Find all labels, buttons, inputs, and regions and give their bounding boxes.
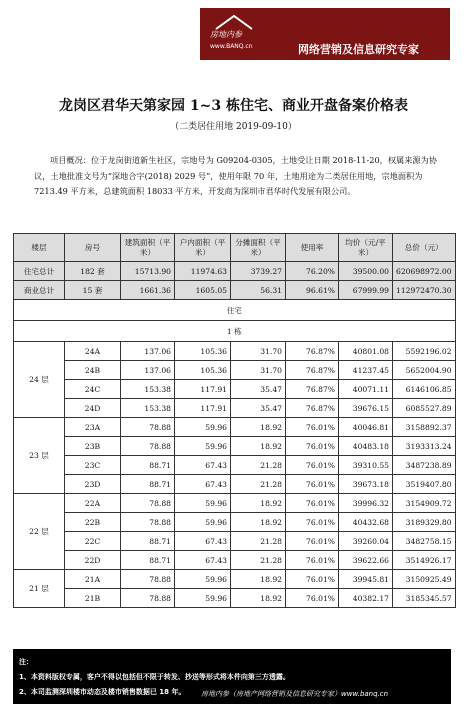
room-number: 23D <box>65 475 121 494</box>
room-number: 23B <box>65 437 121 456</box>
table-row <box>14 399 456 418</box>
footer-notes <box>13 649 451 704</box>
cell-shared: 31.70 <box>231 361 286 380</box>
table-row <box>14 551 456 570</box>
cell-inner: 67.43 <box>175 551 231 570</box>
banner-tagline: 网络营销及信息研究专家 <box>298 43 419 56</box>
cell-avg: 40046.81 <box>339 418 393 437</box>
col-header-shared-area: 分摊面积（平米） <box>231 234 286 262</box>
cell-inner: 105.36 <box>175 342 231 361</box>
cell-avg: 40432.68 <box>339 513 393 532</box>
room-number: 22B <box>65 513 121 532</box>
building-row <box>14 321 456 342</box>
cell-avg: 41237.45 <box>339 361 393 380</box>
cell-rate: 76.01% <box>286 532 339 551</box>
cell-rate: 76.01% <box>286 437 339 456</box>
cell-build: 137.06 <box>121 342 175 361</box>
summary-build: 15713.90 <box>121 262 175 281</box>
cell-build: 88.71 <box>121 456 175 475</box>
col-header-build-area: 建筑面积（平米） <box>121 234 175 262</box>
cell-total: 3519407.80 <box>393 475 456 494</box>
summary-row <box>14 281 456 300</box>
cell-rate: 76.01% <box>286 494 339 513</box>
cell-rate: 76.87% <box>286 399 339 418</box>
section-label: 住宅 <box>14 300 456 321</box>
cell-inner: 105.36 <box>175 361 231 380</box>
cell-inner: 59.96 <box>175 494 231 513</box>
col-header-usage-rate: 使用率 <box>286 234 339 262</box>
summary-count: 15 套 <box>65 281 121 300</box>
cell-build: 88.71 <box>121 475 175 494</box>
cell-shared: 35.47 <box>231 399 286 418</box>
floor-label: 23 层 <box>14 418 65 494</box>
cell-avg: 40483.18 <box>339 437 393 456</box>
cell-avg: 39260.04 <box>339 532 393 551</box>
cell-total: 3154909.72 <box>393 494 456 513</box>
summary-shared: 3739.27 <box>231 262 286 281</box>
cell-total: 6085527.89 <box>393 399 456 418</box>
section-row <box>14 300 456 321</box>
summary-rate: 96.61% <box>286 281 339 300</box>
summary-label: 住宅总计 <box>14 262 65 281</box>
cell-avg: 40382.17 <box>339 589 393 608</box>
cell-inner: 67.43 <box>175 532 231 551</box>
cell-rate: 76.01% <box>286 513 339 532</box>
floor-label: 24 层 <box>14 342 65 418</box>
cell-shared: 21.28 <box>231 532 286 551</box>
cell-build: 88.71 <box>121 551 175 570</box>
cell-rate: 76.01% <box>286 456 339 475</box>
cell-avg: 39310.55 <box>339 456 393 475</box>
cell-inner: 59.96 <box>175 437 231 456</box>
room-number: 24C <box>65 380 121 399</box>
cell-inner: 59.96 <box>175 513 231 532</box>
floor-label: 22 层 <box>14 494 65 570</box>
cell-shared: 35.47 <box>231 380 286 399</box>
cell-avg: 39945.81 <box>339 570 393 589</box>
col-header-total-price: 总价（元） <box>393 234 456 262</box>
footer-note-1: 1、本资料版权专属，客户不得以包括但不限于转发、抄送等形式将本件向第三方透露。 <box>19 673 290 681</box>
table-row <box>14 380 456 399</box>
summary-count: 182 套 <box>65 262 121 281</box>
summary-row <box>14 262 456 281</box>
cell-build: 78.88 <box>121 437 175 456</box>
cell-build: 137.06 <box>121 361 175 380</box>
page-title: 龙岗区君华天第家园 1~3 栋住宅、商业开盘备案价格表 <box>59 98 408 114</box>
room-number: 23A <box>65 418 121 437</box>
cell-build: 78.88 <box>121 513 175 532</box>
cell-shared: 21.28 <box>231 456 286 475</box>
footer-note-label: 注： <box>19 658 33 666</box>
building-label: 1 栋 <box>14 321 456 342</box>
col-header-floor: 楼层 <box>14 234 65 262</box>
cell-total: 3487238.89 <box>393 456 456 475</box>
summary-shared: 56.31 <box>231 281 286 300</box>
header-banner <box>200 8 450 60</box>
cell-build: 78.88 <box>121 589 175 608</box>
table-row <box>14 532 456 551</box>
room-number: 24B <box>65 361 121 380</box>
cell-build: 153.38 <box>121 399 175 418</box>
cell-total: 5592196.02 <box>393 342 456 361</box>
cell-total: 6146106.85 <box>393 380 456 399</box>
house-logo-icon <box>214 14 254 30</box>
cell-build: 153.38 <box>121 380 175 399</box>
cell-shared: 21.28 <box>231 551 286 570</box>
footer-brand: 房地内参（房地产网络营销及信息研究专家）www.banq.cn <box>201 690 389 698</box>
cell-avg: 39676.15 <box>339 399 393 418</box>
cell-shared: 31.70 <box>231 342 286 361</box>
table-row <box>14 456 456 475</box>
cell-avg: 39673.18 <box>339 475 393 494</box>
room-number: 22C <box>65 532 121 551</box>
table-row <box>14 475 456 494</box>
table-row <box>14 494 456 513</box>
cell-rate: 76.87% <box>286 361 339 380</box>
summary-total: 620698972.00 <box>393 262 456 281</box>
cell-total: 3150925.49 <box>393 570 456 589</box>
room-number: 24D <box>65 399 121 418</box>
cell-build: 88.71 <box>121 532 175 551</box>
summary-avg: 67999.99 <box>339 281 393 300</box>
summary-rate: 76.20% <box>286 262 339 281</box>
cell-build: 78.88 <box>121 418 175 437</box>
summary-label: 商业总计 <box>14 281 65 300</box>
summary-total: 112972470.30 <box>393 281 456 300</box>
cell-avg: 40801.08 <box>339 342 393 361</box>
cell-total: 3158892.37 <box>393 418 456 437</box>
room-number: 21B <box>65 589 121 608</box>
cell-total: 3185345.57 <box>393 589 456 608</box>
cell-inner: 67.43 <box>175 475 231 494</box>
cell-shared: 21.28 <box>231 475 286 494</box>
cell-total: 3193313.24 <box>393 437 456 456</box>
cell-inner: 59.96 <box>175 418 231 437</box>
table-row <box>14 570 456 589</box>
room-number: 21A <box>65 570 121 589</box>
cell-inner: 117.91 <box>175 399 231 418</box>
cell-shared: 18.92 <box>231 418 286 437</box>
cell-total: 3482758.15 <box>393 532 456 551</box>
cell-rate: 76.01% <box>286 475 339 494</box>
room-number: 22D <box>65 551 121 570</box>
table-row <box>14 361 456 380</box>
cell-shared: 18.92 <box>231 494 286 513</box>
cell-shared: 18.92 <box>231 513 286 532</box>
col-header-room: 房号 <box>65 234 121 262</box>
cell-total: 3189329.80 <box>393 513 456 532</box>
price-table <box>13 233 456 608</box>
cell-build: 78.88 <box>121 494 175 513</box>
cell-rate: 76.01% <box>286 418 339 437</box>
cell-rate: 76.01% <box>286 551 339 570</box>
table-row <box>14 418 456 437</box>
table-row <box>14 437 456 456</box>
table-row <box>14 589 456 608</box>
room-number: 22A <box>65 494 121 513</box>
cell-avg: 39996.32 <box>339 494 393 513</box>
cell-shared: 18.92 <box>231 570 286 589</box>
page-subtitle: （二类居住用地 2019-09-10） <box>170 122 297 132</box>
summary-build: 1661.36 <box>121 281 175 300</box>
cell-shared: 18.92 <box>231 589 286 608</box>
table-row <box>14 513 456 532</box>
logo-url: www.BANQ.cn <box>210 43 253 50</box>
cell-total: 5652004.90 <box>393 361 456 380</box>
cell-build: 78.88 <box>121 570 175 589</box>
logo-text: 房地内参 <box>210 30 242 39</box>
project-overview: 项目概况：位于龙岗街道新生社区，宗地号为 G09204-0305，土地受让日期 2018-11-20，权属来源为协议，土地批准文号为“深地合字(2018) 2029 号”，使用年限 70 年，土地用途为二类居住用地，宗地面积为 7213.49 平方米，总建筑面积 18033 平方米，开发商为深圳市君华时代发展有限公司。 <box>34 155 437 196</box>
footer-note-2: 2、本司监测深圳楼市动态及楼市销售数据已 18 年。 <box>19 688 186 696</box>
summary-inner: 1605.05 <box>175 281 231 300</box>
cell-total: 3514926.17 <box>393 551 456 570</box>
cell-shared: 18.92 <box>231 437 286 456</box>
room-number: 23C <box>65 456 121 475</box>
cell-inner: 59.96 <box>175 570 231 589</box>
cell-rate: 76.87% <box>286 342 339 361</box>
cell-rate: 76.01% <box>286 570 339 589</box>
table-row <box>14 342 456 361</box>
cell-avg: 39622.66 <box>339 551 393 570</box>
table-header-row <box>14 234 456 262</box>
cell-rate: 76.87% <box>286 380 339 399</box>
cell-inner: 67.43 <box>175 456 231 475</box>
cell-avg: 40071.11 <box>339 380 393 399</box>
summary-avg: 39500.00 <box>339 262 393 281</box>
floor-label: 21 层 <box>14 570 65 608</box>
room-number: 24A <box>65 342 121 361</box>
summary-inner: 11974.63 <box>175 262 231 281</box>
col-header-avg-price: 均价（元/平米） <box>339 234 393 262</box>
cell-inner: 59.96 <box>175 589 231 608</box>
col-header-inner-area: 户内面积（平米） <box>175 234 231 262</box>
cell-inner: 117.91 <box>175 380 231 399</box>
cell-rate: 76.01% <box>286 589 339 608</box>
